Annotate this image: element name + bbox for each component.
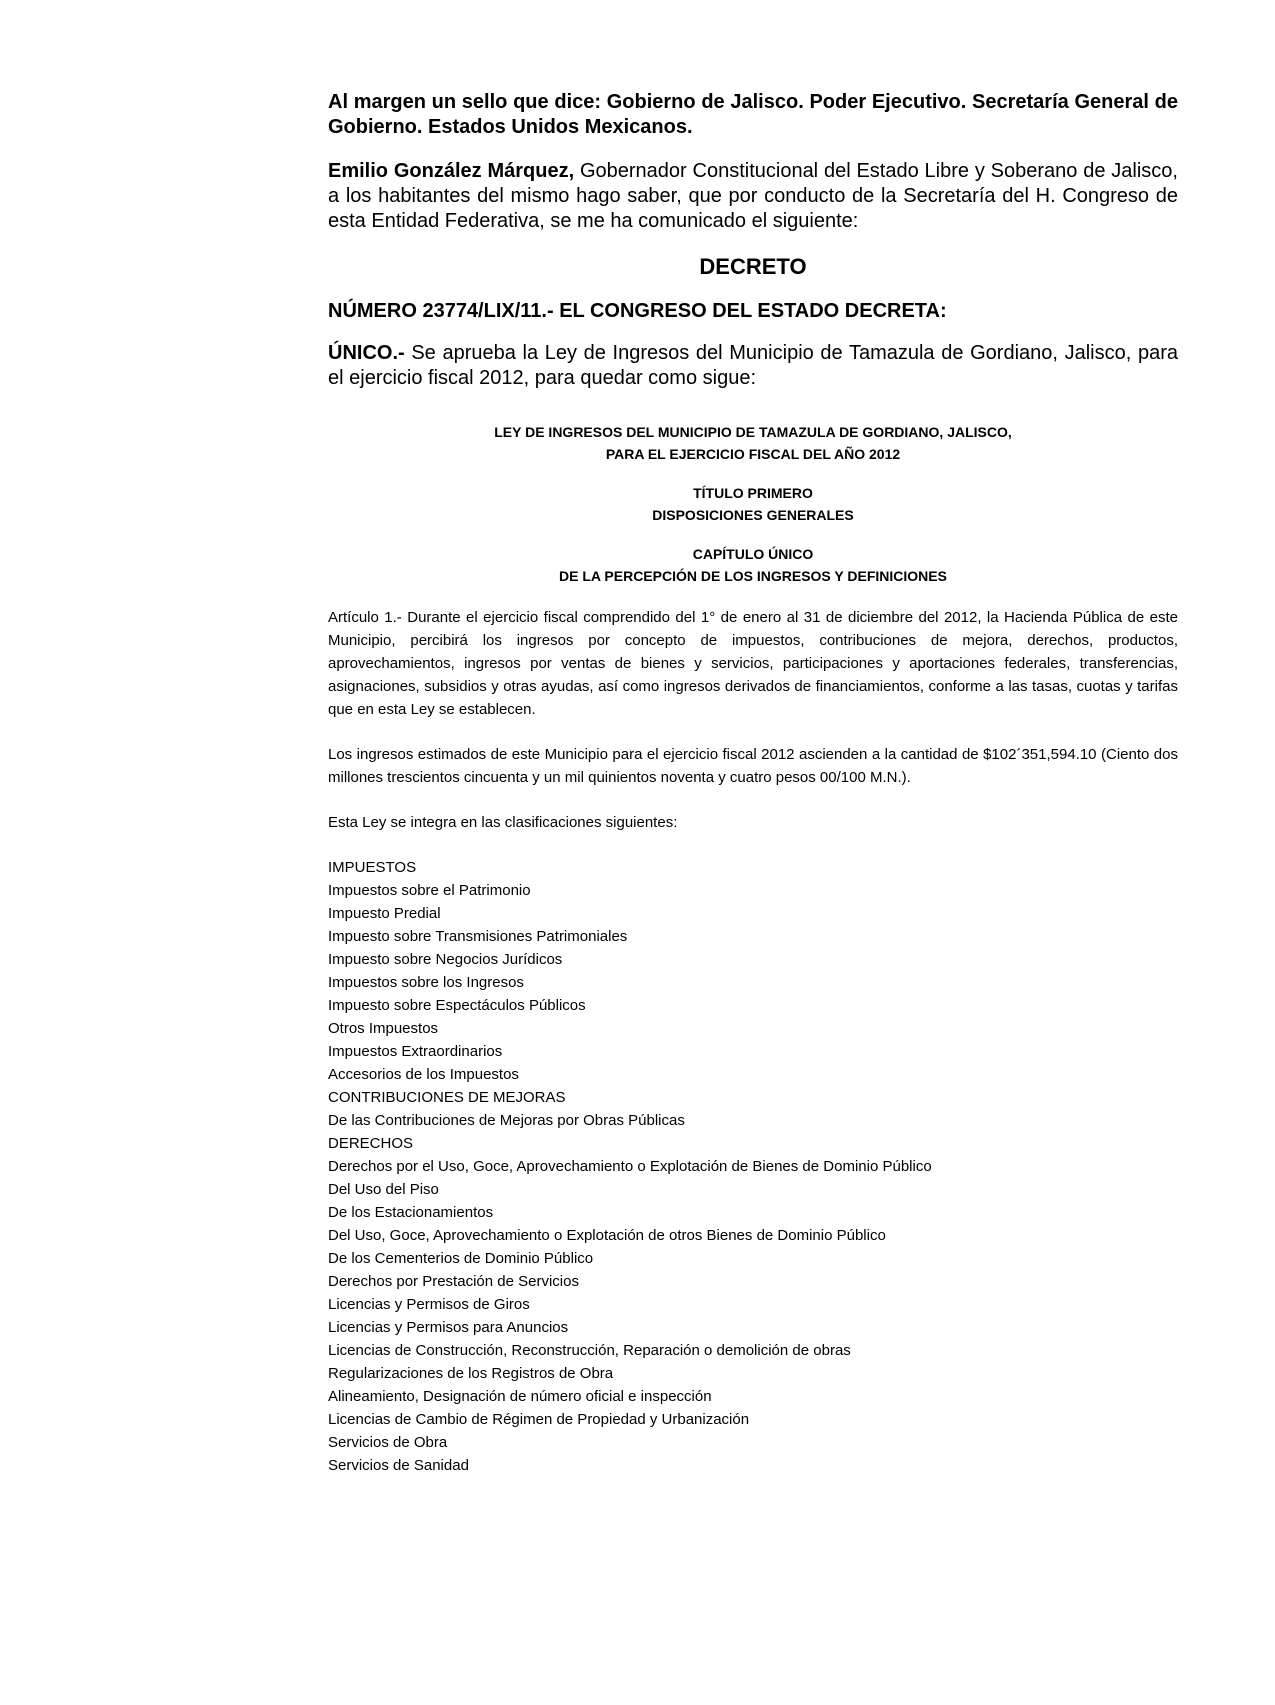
capitulo-heading — [328, 543, 1178, 587]
list-item: Otros Impuestos — [328, 1020, 439, 1037]
list-item: DERECHOS — [328, 1135, 414, 1152]
law-title-line1: LEY DE INGRESOS DEL MUNICIPIO DE TAMAZULA DE GORDIANO, JALISCO, — [494, 424, 1012, 440]
list-item: De los Estacionamientos — [328, 1204, 494, 1221]
articulo-1: Artículo 1.- Durante el ejercicio fiscal comprendido del 1° de enero al 31 de diciembre del 2012, la Hacienda Pública de este Municipio, percibirá los ingresos por concepto de impuestos, contribuciones de mejora, derechos, productos, aprovechamientos, ingresos por ventas de bienes y servicios, participaciones y aportaciones federales, transferencias, asignaciones, subsidios y otras ayudas, así como ingresos derivados de financiamientos, conforme a las tasas, cuotas y tarifas que en esta Ley se establecen. — [328, 609, 1178, 718]
governor-name: Emilio González Márquez, — [328, 160, 575, 182]
law-title — [328, 421, 1178, 465]
list-item: Licencias de Construcción, Reconstrucción, Reparación o demolición de obras — [328, 1342, 851, 1359]
list-item: Impuesto sobre Transmisiones Patrimoniales — [328, 928, 628, 945]
governor-paragraph — [328, 159, 1178, 234]
list-item: Licencias y Permisos de Giros — [328, 1296, 530, 1313]
list-item: CONTRIBUCIONES DE MEJORAS — [328, 1089, 566, 1106]
margin-note: Al margen un sello que dice: Gobierno de Jalisco. Poder Ejecutivo. Secretaría General de Gobierno. Estados Unidos Mexicanos. — [328, 91, 1178, 138]
list-item: Derechos por Prestación de Servicios — [328, 1273, 579, 1290]
list-item: Impuesto Predial — [328, 905, 441, 922]
list-item: Del Uso, Goce, Aprovechamiento o Explotación de otros Bienes de Dominio Público — [328, 1227, 886, 1244]
list-item: De los Cementerios de Dominio Público — [328, 1250, 594, 1267]
titulo-line2: DISPOSICIONES GENERALES — [652, 507, 854, 523]
list-item: Regularizaciones de los Registros de Obra — [328, 1365, 614, 1382]
clasificaciones-intro: Esta Ley se integra en las clasificaciones siguientes: — [328, 814, 678, 831]
titulo-line1: TÍTULO PRIMERO — [693, 485, 813, 501]
list-item: IMPUESTOS — [328, 859, 417, 876]
list-item: Impuesto sobre Espectáculos Públicos — [328, 997, 586, 1014]
unico-text: Se aprueba la Ley de Ingresos del Municipio de Tamazula de Gordiano, Jalisco, para el ejercicio fiscal 2012, para quedar como sigue: — [328, 342, 1178, 389]
list-item: Impuesto sobre Negocios Jurídicos — [328, 951, 563, 968]
decreto-title: DECRETO — [699, 254, 807, 279]
unico-label: ÚNICO.- — [328, 342, 405, 364]
document-page — [328, 90, 1178, 1477]
list-item: Derechos por el Uso, Goce, Aprovechamiento o Explotación de Bienes de Dominio Público — [328, 1158, 932, 1175]
list-item: De las Contribuciones de Mejoras por Obras Públicas — [328, 1112, 685, 1129]
unico-paragraph — [328, 341, 1178, 391]
titulo-heading — [328, 482, 1178, 526]
law-title-line2: PARA EL EJERCICIO FISCAL DEL AÑO 2012 — [605, 446, 901, 462]
list-item: Accesorios de los Impuestos — [328, 1066, 519, 1083]
list-item: Impuestos sobre el Patrimonio — [328, 882, 531, 899]
capitulo-line2: DE LA PERCEPCIÓN DE LOS INGRESOS Y DEFINICIONES — [559, 568, 947, 584]
list-item: Alineamiento, Designación de número oficial e inspección — [328, 1388, 712, 1405]
list-item: Impuestos Extraordinarios — [328, 1043, 503, 1060]
list-item: Servicios de Sanidad — [328, 1457, 469, 1474]
list-item: Licencias de Cambio de Régimen de Propiedad y Urbanización — [328, 1411, 750, 1428]
ingresos-estimados: Los ingresos estimados de este Municipio para el ejercicio fiscal 2012 ascienden a la cantidad de $102´351,594.10 (Ciento dos millones trescientos cincuenta y un mil quinientos noventa y cuatro pesos 00/100 M.N.). — [328, 746, 1178, 786]
list-item: Licencias y Permisos para Anuncios — [328, 1319, 569, 1336]
list-item: Impuestos sobre los Ingresos — [328, 974, 524, 991]
clasificaciones-list — [328, 856, 1178, 1477]
governor-text: Gobernador Constitucional del Estado Libre y Soberano de Jalisco, a los habitantes del mismo hago saber, que por conducto de la Secretaría del H. Congreso de esta Entidad Federativa, se me ha comunicado el siguiente: — [328, 160, 1178, 232]
capitulo-line1: CAPÍTULO ÚNICO — [692, 546, 814, 562]
decree-number: NÚMERO 23774/LIX/11.- EL CONGRESO DEL ESTADO DECRETA: — [328, 300, 947, 322]
list-item: Servicios de Obra — [328, 1434, 448, 1451]
list-item: Del Uso del Piso — [328, 1181, 439, 1198]
